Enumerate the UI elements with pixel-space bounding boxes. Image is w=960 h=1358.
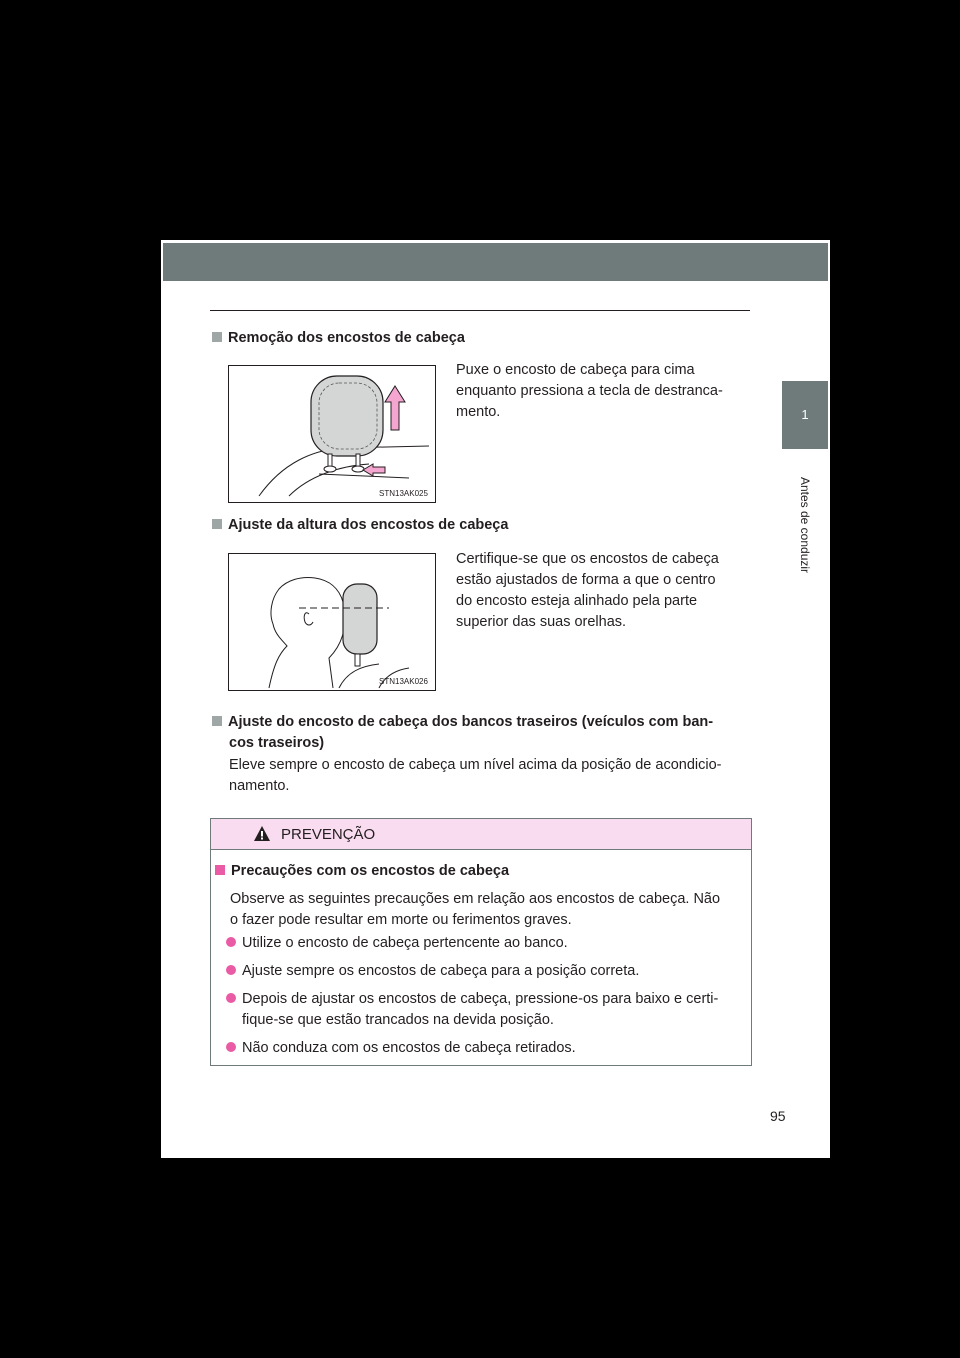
caution-heading-text: Precauções com os encostos de cabeça [231, 863, 510, 879]
text-line: superior das suas orelhas. [456, 614, 627, 630]
bullet-dot-icon [226, 965, 236, 975]
bullet-square-icon [212, 519, 222, 529]
chapter-number: 1 [801, 407, 809, 422]
caution-intro [230, 889, 745, 931]
header-bar [163, 243, 828, 281]
text-line: Eleve sempre o encosto de cabeça um nível acima da posição de acondicio- [229, 757, 722, 773]
section-heading [212, 517, 508, 533]
bullet-text: fique-se que estão trancados na devida posição. [242, 1012, 554, 1028]
text-line: o fazer pode resultar em morte ou ferimentos graves. [230, 912, 572, 928]
section-heading [212, 712, 713, 754]
caution-bullet [226, 961, 746, 982]
text-line: namento. [229, 778, 290, 794]
headrest-height-illustration [228, 553, 436, 691]
bullet-dot-icon [226, 1042, 236, 1052]
caution-header [211, 819, 751, 850]
bullet-text: Depois de ajustar os encostos de cabeça, pressione-os para baixo e certi- [242, 991, 719, 1007]
text-line: Puxe o encosto de cabeça para cima [456, 362, 695, 378]
section-text [456, 549, 741, 633]
text-line: Certifique-se que os encostos de cabeça [456, 551, 719, 567]
bullet-text: Não conduza com os encostos de cabeça retirados. [242, 1040, 576, 1056]
bullet-square-icon [215, 865, 225, 875]
section-heading-text: cos traseiros) [229, 735, 325, 751]
bullet-text: Ajuste sempre os encostos de cabeça para a posição correta. [242, 963, 640, 979]
text-line: mento. [456, 404, 501, 420]
caution-bullet [226, 989, 746, 1031]
top-rule [210, 310, 750, 311]
bullet-square-icon [212, 716, 222, 726]
headrest-removal-illustration [228, 365, 436, 503]
text-line: enquanto pressiona a tecla de destranca- [456, 383, 723, 399]
bullet-square-icon [212, 332, 222, 342]
figure-id: STN13AK025 [379, 489, 428, 498]
page-number: 95 [770, 1108, 786, 1124]
figure-id: STN13AK026 [379, 677, 428, 686]
caution-bullet [226, 933, 746, 954]
bullet-dot-icon [226, 993, 236, 1003]
caution-bullet [226, 1038, 746, 1059]
bullet-text: Utilize o encosto de cabeça pertencente ao banco. [242, 935, 568, 951]
section-heading-text: Ajuste da altura dos encostos de cabeça [228, 517, 509, 533]
section-heading-text: Remoção dos encostos de cabeça [228, 330, 465, 346]
section-heading [212, 330, 465, 346]
section-text [456, 360, 741, 423]
headrest-height-image [229, 554, 435, 690]
section-heading-text: Ajuste do encosto de cabeça dos bancos traseiros (veículos com ban- [228, 714, 714, 730]
warning-triangle-icon [253, 825, 271, 842]
text-line: do encosto esteja alinhado pela parte [456, 593, 698, 609]
text-line: Observe as seguintes precauções em relação aos encostos de cabeça. Não [230, 891, 721, 907]
chapter-label [781, 460, 829, 590]
caution-heading [215, 863, 509, 879]
section-text [229, 755, 749, 797]
text-line: estão ajustados de forma a que o centro [456, 572, 716, 588]
chapter-label-text: Antes de conduzir [798, 476, 812, 574]
caution-title: PREVENÇÃO [281, 826, 376, 843]
chapter-tab [782, 381, 828, 449]
caution-box [210, 818, 752, 1066]
headrest-removal-image [229, 366, 435, 502]
bullet-dot-icon [226, 937, 236, 947]
